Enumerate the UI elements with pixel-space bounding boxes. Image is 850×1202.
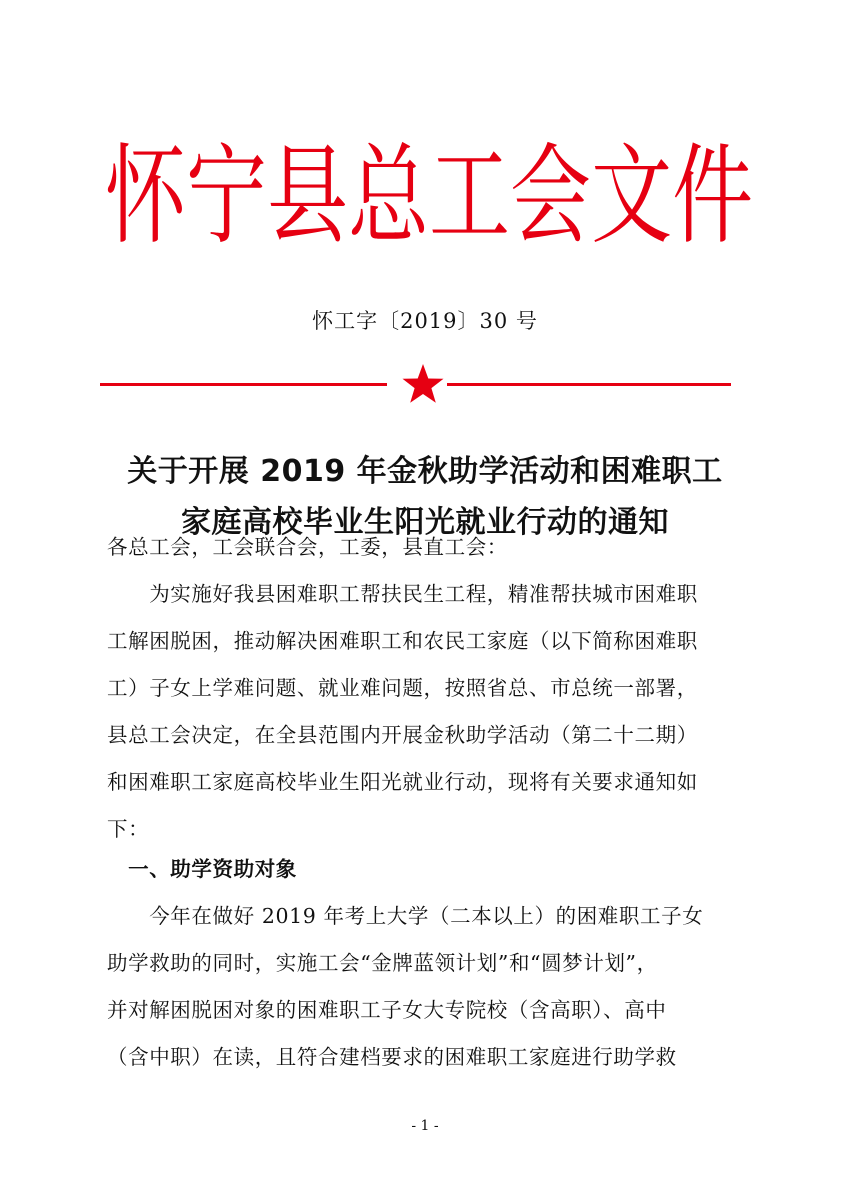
masthead-char: 怀: [105, 134, 187, 259]
masthead-char: 总: [348, 134, 430, 259]
body-line: （含中职）在读，且符合建档要求的困难职工家庭进行助学救: [107, 1045, 677, 1069]
body-line: 县总工会决定，在全县范围内开展金秋助学活动（第二十二期）: [107, 723, 698, 747]
notice-title-line-1: 关于开展 2019 年金秋助学活动和困难职工: [127, 454, 723, 489]
masthead-char: 件: [672, 134, 754, 259]
masthead-char: 工: [429, 134, 511, 259]
body-line: 今年在做好 2019 年考上大学（二本以上）的困难职工子女: [107, 904, 704, 928]
page-number: - 1 -: [411, 1118, 439, 1134]
document-number: 怀工字〔2019〕30 号: [312, 309, 538, 333]
body-line: 工）子女上学难问题、就业难问题，按照省总、市总统一部署，: [107, 676, 698, 700]
body-line: 下：: [107, 817, 150, 841]
body-line: 工解困脱困，推动解决困难职工和农民工家庭（以下简称困难职: [107, 629, 698, 653]
body-line: 为实施好我县困难职工帮扶民生工程，精准帮扶城市困难职: [107, 582, 698, 606]
section-heading: 一、助学资助对象: [107, 857, 297, 881]
red-divider-left: [100, 383, 387, 386]
body-line: 助学救助的同时，实施工会“金牌蓝领计划”和“圆梦计划”，: [107, 951, 658, 975]
masthead-char: 县: [267, 134, 349, 259]
red-divider-right: [447, 383, 731, 386]
body-line: 并对解困脱困对象的困难职工子女大专院校（含高职）、高中: [107, 998, 667, 1022]
salutation: 各总工会，工会联合会，工委，县直工会：: [107, 535, 508, 559]
body-line: 和困难职工家庭高校毕业生阳光就业行动，现将有关要求通知如: [107, 770, 698, 794]
masthead-char: 文: [591, 134, 673, 259]
masthead-title: [105, 132, 754, 262]
star-icon: [401, 362, 445, 406]
notice-title-line-2: 家庭高校毕业生阳光就业行动的通知: [181, 505, 669, 540]
masthead-char: 宁: [186, 134, 268, 259]
masthead-char: 会: [510, 134, 592, 259]
